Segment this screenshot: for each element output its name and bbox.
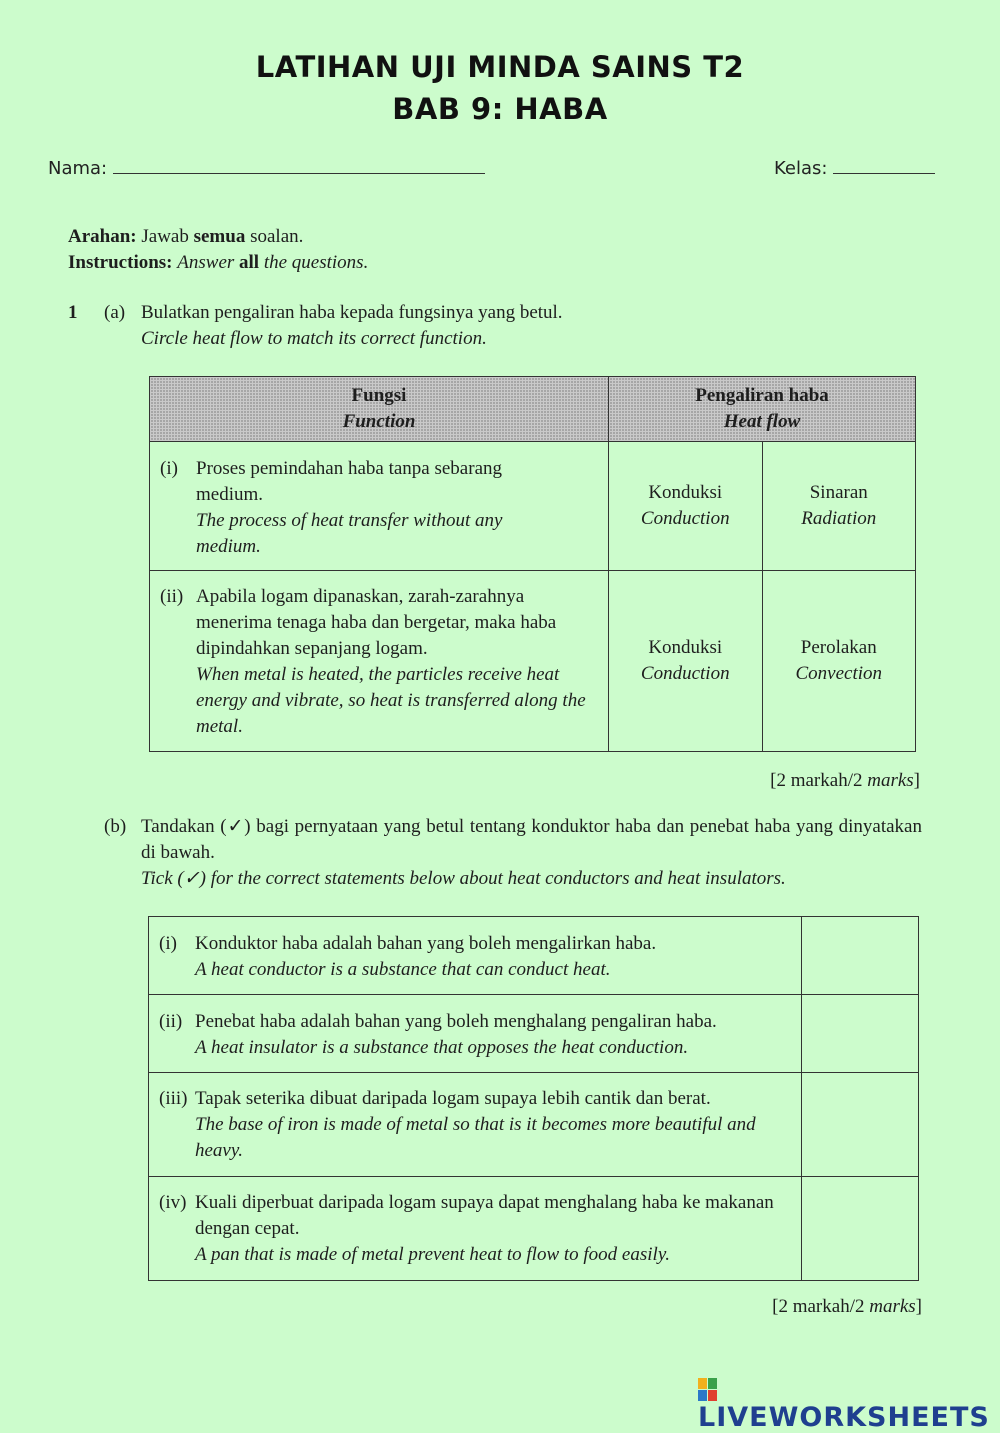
part-a-instruction-english: Circle heat flow to match its correct function. xyxy=(141,328,487,349)
statement-row: (ii) Penebat haba adalah bahan yang boleh menghalang pengaliran haba. A heat insulator is a substance that opposes the heat conduction. xyxy=(149,995,802,1073)
part-b-label: (b) xyxy=(104,816,127,837)
statement-row: (iii) Tapak seterika dibuat daripada logam supaya lebih cantik dan berat. The base of iron is made of metal so that is it becomes more beautiful and heavy. xyxy=(149,1073,802,1177)
function-header: Fungsi Function xyxy=(150,377,609,442)
chapter-title: BAB 9: HABA xyxy=(392,92,608,126)
class-field xyxy=(774,158,935,179)
part-a-marks: [2 markah/2 marks] xyxy=(770,770,920,791)
option-convection[interactable]: Perolakan Convection xyxy=(762,571,915,752)
statements-table xyxy=(148,916,919,1281)
tick-box[interactable] xyxy=(801,917,918,995)
instructions-malay: Arahan: Jawab semua soalan. xyxy=(68,226,304,247)
heat-flow-header: Pengaliran haba Heat flow xyxy=(609,377,916,442)
heat-flow-table xyxy=(149,376,916,752)
name-field xyxy=(48,158,485,179)
option-conduction[interactable]: Konduksi Conduction xyxy=(609,442,763,571)
part-b-instruction-english: Tick (✓) for the correct statements below about heat conductors and heat insulators. xyxy=(141,868,786,889)
class-blank[interactable] xyxy=(833,173,935,174)
tick-box[interactable] xyxy=(801,1073,918,1177)
question-number: 1 xyxy=(68,302,78,323)
name-label: Nama: xyxy=(48,158,108,179)
table-row-function: (ii) Apabila logam dipanaskan, zarah-zarahnya menerima tenaga haba dan bergetar, maka haba dipindahkan sepanjang logam. When metal is heated, the particles receive heat energy and vibrate, so heat is transferred along the metal. xyxy=(150,571,609,752)
statement-row: (i) Konduktor haba adalah bahan yang boleh mengalirkan haba. A heat conductor is a substance that can conduct heat. xyxy=(149,917,802,995)
part-a-label: (a) xyxy=(104,302,126,323)
instructions-english: Instructions: Answer all the questions. xyxy=(68,252,369,273)
worksheet-title: LATIHAN UJI MINDA SAINS T2 xyxy=(255,50,745,84)
liveworksheets-logo-icon xyxy=(698,1378,718,1402)
class-label: Kelas: xyxy=(774,158,828,179)
part-b-instruction-malay: Tandakan (✓) bagi pernyataan yang betul tentang konduktor haba dan penebat haba yang dinyatakan di bawah. xyxy=(141,816,922,863)
option-conduction[interactable]: Konduksi Conduction xyxy=(609,571,763,752)
part-a-instruction-malay: Bulatkan pengaliran haba kepada fungsinya yang betul. xyxy=(141,302,563,323)
statement-row: (iv) Kuali diperbuat daripada logam supaya dapat menghalang haba ke makanan dengan cepat. A pan that is made of metal prevent heat to flow to food easily. xyxy=(149,1177,802,1281)
tick-box[interactable] xyxy=(801,1177,918,1281)
liveworksheets-logo xyxy=(698,1378,1000,1433)
liveworksheets-brand: LIVEWORKSHEETS xyxy=(698,1402,990,1433)
table-row-function: (i) Proses pemindahan haba tanpa sebarang medium. The process of heat transfer without any medium. xyxy=(150,442,609,571)
name-blank[interactable] xyxy=(113,173,485,174)
part-b-marks: [2 markah/2 marks] xyxy=(772,1296,922,1317)
option-radiation[interactable]: Sinaran Radiation xyxy=(762,442,915,571)
tick-box[interactable] xyxy=(801,995,918,1073)
